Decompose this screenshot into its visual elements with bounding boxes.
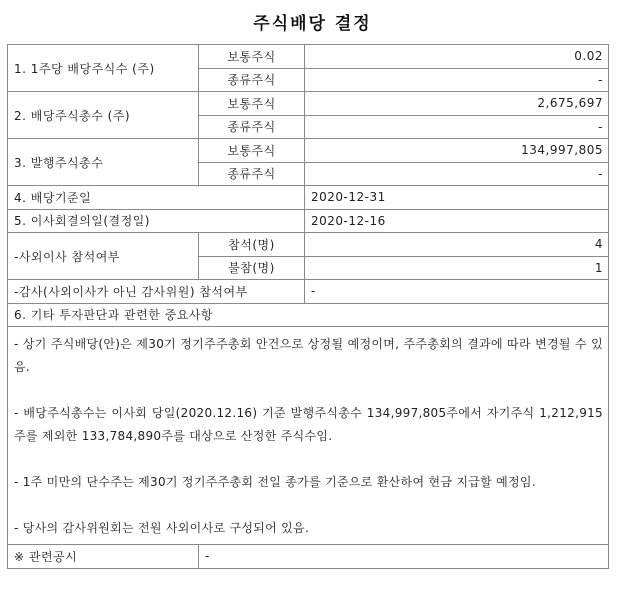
board-resolution-date-value: 2020-12-16 — [305, 209, 609, 233]
table-row — [8, 303, 609, 327]
table-row — [8, 209, 609, 233]
total-dividend-shares-common-value: 2,675,697 — [305, 92, 609, 116]
note-paragraph: - 1주 미만의 단수주는 제30기 정기주주총회 전일 종가를 기준으로 환산하여 현금 지급할 예정임. — [14, 475, 536, 489]
common-stock-label: 보통주식 — [199, 45, 305, 69]
class-stock-label: 종류주식 — [199, 162, 305, 186]
table-row — [8, 92, 609, 116]
attend-label: 참석(명) — [199, 233, 305, 257]
table-row — [8, 139, 609, 163]
common-stock-label: 보통주식 — [199, 139, 305, 163]
note-paragraph: - 배당주식총수는 이사회 당일(2020.12.16) 기준 발행주식총수 134,997,805주에서 자기주식 1,212,915주를 제외한 133,784,890주를 대상으로 산정한 주식수임. — [14, 406, 603, 443]
total-issued-shares-class-value: - — [305, 162, 609, 186]
table-row — [8, 545, 609, 569]
common-stock-label: 보통주식 — [199, 92, 305, 116]
shares-per-share-common-value: 0.02 — [305, 45, 609, 69]
note-paragraph: - 당사의 감사위원회는 전원 사외이사로 구성되어 있음. — [14, 521, 310, 535]
total-issued-shares-common-value: 134,997,805 — [305, 139, 609, 163]
table-row — [8, 280, 609, 304]
record-date-value: 2020-12-31 — [305, 186, 609, 210]
page-title: 주식배당 결정 — [253, 14, 372, 34]
row-label-related-disclosure: ※ 관련공시 — [8, 545, 199, 569]
row-label-outside-directors: -사외이사 참석여부 — [8, 233, 199, 280]
auditor-attendance-value: - — [305, 280, 609, 304]
total-dividend-shares-class-value: - — [305, 115, 609, 139]
absent-value: 1 — [305, 256, 609, 280]
table-row — [8, 233, 609, 257]
row-label-board-resolution-date: 5. 이사회결의일(결정일) — [8, 209, 305, 233]
attend-value: 4 — [305, 233, 609, 257]
notes-cell — [8, 327, 609, 545]
shares-per-share-class-value: - — [305, 68, 609, 92]
dividend-decision-table — [7, 44, 609, 569]
table-row — [8, 45, 609, 69]
class-stock-label: 종류주식 — [199, 115, 305, 139]
class-stock-label: 종류주식 — [199, 68, 305, 92]
row-label-record-date: 4. 배당기준일 — [8, 186, 305, 210]
row-label-other-matters: 6. 기타 투자판단과 관련한 중요사항 — [8, 303, 609, 327]
row-label-total-dividend-shares: 2. 배당주식총수 (주) — [8, 92, 199, 139]
row-label-total-issued-shares: 3. 발행주식총수 — [8, 139, 199, 186]
row-label-shares-per-share: 1. 1주당 배당주식수 (주) — [8, 45, 199, 92]
table-row — [8, 327, 609, 545]
note-paragraph: - 상기 주식배당(안)은 제30기 정기주주총회 안건으로 상정될 예정이며, 주주총회의 결과에 따라 변경될 수 있음. — [14, 337, 603, 374]
table-row — [8, 186, 609, 210]
absent-label: 불참(명) — [199, 256, 305, 280]
row-label-auditor-attendance: -감사(사외이사가 아닌 감사위원) 참석여부 — [8, 280, 305, 304]
related-disclosure-value: - — [199, 545, 609, 569]
